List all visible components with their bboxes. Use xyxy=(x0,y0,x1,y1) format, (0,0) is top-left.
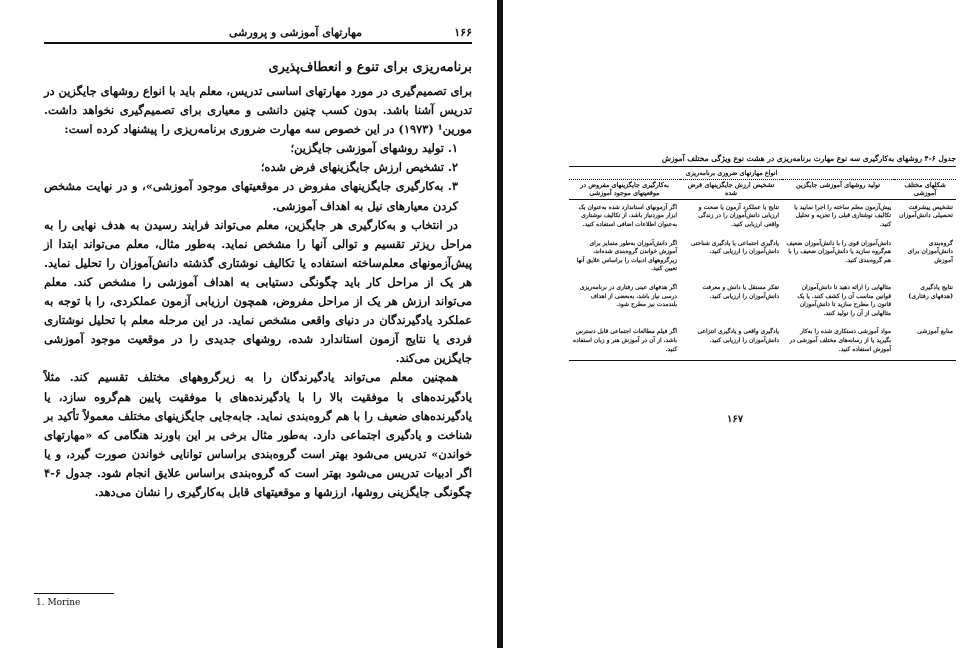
table-cell: دانش‌آموزان قوی را با دانش‌آموزان ضعیف هم‌گروه سازید یا دانش‌آموزان ضعیف را با هم گروه‌بندی کنید. xyxy=(786,239,892,264)
table-top-rule xyxy=(569,166,956,167)
table-caption: جدول ۶-۴ روشهای به‌کارگیری سه نوع مهارت برنامه‌ریزی در هشت نوع ویژگی مختلف آموزش xyxy=(661,154,956,163)
table-cell: تفکر مستقل یا دانش و معرفت دانش‌آموزان را ارزیابی کنید. xyxy=(702,283,780,300)
right-page xyxy=(503,0,971,648)
footnote-rule xyxy=(34,593,114,594)
table-header-cell: تولید روشهای آموزشی جایگزین xyxy=(782,179,894,199)
row-label: گروه‌بندی دانش‌آموزان برای آموزش xyxy=(907,239,954,264)
table-row xyxy=(569,324,956,360)
list-item: ۳. به‌کارگیری جایگزینهای مفروض در موقعیتهای موجود آموزشی»، و در نهایت مشخص کردن معیارهای نیل به اهداف آموزشی. xyxy=(44,179,458,213)
table-cell: اگر هدفهای عینی رفتاری در برنامه‌ریزی درسی نیاز باشد، به‌بعضی از اهداف بلندمدت نیز مطرح شود. xyxy=(579,283,678,309)
row-label: تشخیص پیشرفت تحصیلی دانش‌آموزان xyxy=(899,203,954,220)
section-title: برنامه‌ریزی برای تنوع و انعطاف‌پذیری xyxy=(268,60,472,75)
table-header-corner xyxy=(894,168,956,179)
table-row xyxy=(569,199,956,235)
paragraph: همچنین معلم می‌تواند یادگیرندگان را به زیرگروههای مختلف تقسیم کند. مثلاً یادگیرنده‌های با موفقیت بالا را با یادگیرنده‌های با موفقیت پایین هم‌گروه سازد، یا یادگیرنده‌های ضعیف را با هم گروه‌بندی نماید. جابه‌جایی جایگزینهای مختلف معمولاً تأکید بر شناخت و یادگیری اجتماعی دارد. به‌طور مثال برخی بر این باورند هنگامی که «مهارتهای خواندن» تدریس می‌شود بهتر است گروه‌بندی براساس توانایی خواندن صورت گیرد، و یا اگر ادبیات تدریس می‌شود بهتر است که گروه‌بندی براساس علایق انجام شود. جدول ۶-۴ چگونگی جایگزینی روشها، ارزشها و موقعیتهای قابل به‌کارگیری را نشان می‌دهد. xyxy=(44,370,472,499)
table-header-cell: شکلهای مختلف آموزشی xyxy=(894,179,956,199)
running-head-title: مهارتهای آموزشی و پرورشی xyxy=(229,26,362,39)
table-cell: مواد آموزشی دستکاری شده را به‌کار بگیرید یا از رسانه‌های مختلف آموزشی در آموزش استفاده کنید. xyxy=(782,324,894,360)
footnote: 1. Morine xyxy=(36,598,81,608)
skills-list xyxy=(44,139,472,215)
header-rule xyxy=(44,42,472,44)
table-cell: یادگیری واقعی و یادگیری انتزاعی دانش‌آموزان را ارزیابی کنید. xyxy=(680,324,782,360)
row-label: نتایج یادگیری (هدفهای رفتاری) xyxy=(908,283,954,300)
table-group-header: انواع مهارتهای ضروری برنامه‌ریزی xyxy=(569,168,894,179)
paragraph-intro: برای تصمیم‌گیری در مورد مهارتهای اساسی تدریس، معلم باید با انواع روشهای جایگزین در تدریس آشنا باشد. بدون کسب چنین دانشی و معیاری برای تصمیم‌گیری نخواهد داشت. مورین¹ (۱۹۷۳) در این خصوص سه مهارت ضروری برنامه‌ریزی را پیشنهاد کرده است: xyxy=(44,84,472,137)
table-cell: اگر دانش‌آموزان به‌طور متمایز برای آموزش خواندن گروه‌بندی شده‌اند، زیرگروههای ادبیات را براساس علایق آنها تعیین کنید. xyxy=(576,239,678,273)
table-cell: یادگیری اجتماعی یا یادگیری شناختی دانش‌آموزان را ارزیابی کنید. xyxy=(690,239,780,256)
right-page-number: ۱۶۷ xyxy=(727,414,744,425)
body-text xyxy=(44,82,472,502)
paragraph: در انتخاب و به‌کارگیری هر جایگزین، معلم می‌تواند فرایند رسیدن به هدف نهایی را به مراحل ریزتر تقسیم و توالی آنها را مشخص نماید. به‌طور مثال، معلم می‌تواند ابتدا از پیش‌آزمونهای معلم‌ساخته استفاده یا تکالیف نوشتاری گذشته دانش‌آموزان را تحلیل نماید. هر یک از مراحل کار باید چگونگی دستیابی به اهداف آموزشی را مشخص کند. معلم می‌تواند ارزش هر یک از مراحل مفروض، همچون ارزیابی آزمون عملکردی، را با توجه به عملکرد یادگیرندگان در دنیای واقعی مشخص نماید. در این مرحله معلم با تحلیل نوشتاری فردی یا نتایج آزمون استاندارد شده، روشهای جدیدی را در موقعیت موجود آموزشی جایگزین می‌کند. xyxy=(44,217,472,366)
table-row xyxy=(569,236,956,280)
table-cell: نتایج یا عملکرد آزمون یا صحت و ارزیابی دانش‌آموزان را در زندگی واقعی ارزیابی کنید. xyxy=(698,203,780,228)
table-cell: اگر آزمونهای استاندارد شده به‌عنوان یک ابزار موردنیاز باشد، از تکالیف نوشتاری به‌عنوان اطلاعات اضافی استفاده کنید. xyxy=(578,203,678,228)
table-cell: اگر فیلم مطالعات اجتماعی قابل دسترس باشد، از آن در آموزش هنر و زبان استفاده کنید. xyxy=(569,324,680,360)
row-label: منابع آموزشی xyxy=(894,324,956,360)
left-page-number: ۱۶۶ xyxy=(454,26,472,39)
running-head xyxy=(44,26,472,40)
table-header-cell: به‌کارگیری جایگزینهای مفروض در موقعیتهای موجود آموزشی xyxy=(569,179,680,199)
table-cell: پیش‌آزمون معلم ساخته را اجرا نمایید یا تکالیف نوشتاری قبلی را تجزیه و تحلیل کنید. xyxy=(794,203,892,228)
methods-table xyxy=(569,168,956,361)
list-item: ۲. تشخیص ارزش جایگزینهای فرض شده؛ xyxy=(260,160,458,175)
list-item: ۱. تولید روشهای آموزشی جایگزین؛ xyxy=(290,141,458,156)
table-row xyxy=(569,280,956,324)
table-header-cell: تشخیص ارزش جایگزینهای فرض شده xyxy=(680,179,782,199)
table-cell: مثالهایی را ارائه دهید تا دانش‌آموزان قوانین مناسب آن را کشف کنند. یا یک قانون را مطرح سازید تا دانش‌آموزان مثالهایی از آن را تولید کنند. xyxy=(797,283,892,317)
